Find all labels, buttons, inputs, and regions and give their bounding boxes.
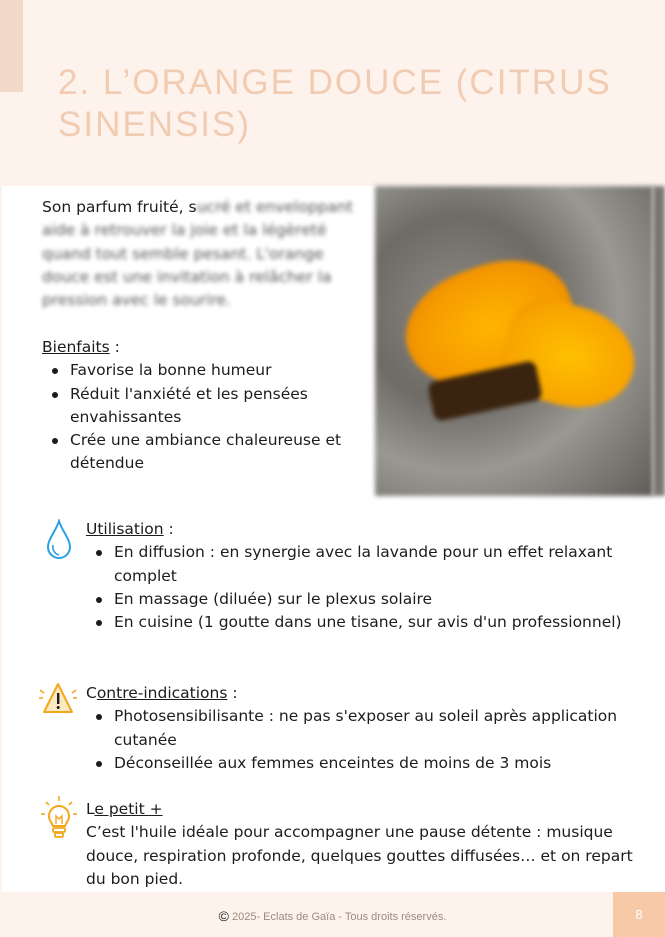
page-number: 8 — [613, 892, 665, 937]
photo-edge — [653, 186, 665, 496]
tip-heading-first: L — [86, 800, 95, 818]
usage-heading-label: Utilisation — [86, 520, 164, 538]
list-item: Déconseillée aux femmes enceintes de moins de 3 mois — [86, 752, 646, 775]
list-item: En cuisine (1 goutte dans une tisane, sur avis d'un professionnel) — [86, 611, 646, 634]
lightbulb-icon — [40, 794, 78, 844]
tip-heading-label: e petit + — [94, 800, 163, 818]
page-title: 2. L’ORANGE DOUCE (CITRUS SINENSIS) — [58, 63, 612, 144]
list-item: Photosensibilisante : ne pas s'exposer au soleil après application cutanée — [86, 705, 646, 752]
copyright-label: 2025- Eclats de Gaïa - Tous droits réservés. — [228, 911, 447, 923]
orange-photo — [375, 186, 653, 496]
benefits-list — [42, 359, 362, 475]
water-drop-icon — [46, 519, 72, 563]
list-item: En massage (diluée) sur le plexus solaire — [86, 588, 646, 611]
intro-paragraph — [42, 196, 362, 312]
content-area — [2, 186, 665, 892]
footer — [0, 892, 665, 937]
contraindications-heading-label: ontre-indications — [96, 684, 228, 702]
tip-section — [86, 798, 656, 891]
benefits-heading — [42, 336, 362, 359]
usage-heading — [86, 518, 646, 541]
intro-visible-text: Son parfum fruité, s — [42, 198, 197, 216]
accent-bar — [0, 0, 23, 92]
contraindications-heading — [86, 682, 646, 705]
contraindications-heading-suffix: : — [227, 684, 238, 702]
usage-section — [86, 518, 646, 634]
intro-blurred-text: ucré et enveloppant aide à retrouver la joie et la légèreté quand tout semble pesant. L'orange douce est une invitation à relâcher la pression avec le sourire. — [42, 198, 353, 310]
benefits-heading-label: Bienfaits — [42, 338, 110, 356]
warning-icon — [38, 676, 78, 720]
copyright-icon: © — [218, 908, 229, 924]
contraindications-section — [86, 682, 646, 775]
contraindications-heading-first: C — [86, 684, 97, 702]
list-item: Réduit l'anxiété et les pensées envahissantes — [42, 383, 362, 430]
tip-heading — [86, 798, 656, 821]
contraindications-list — [86, 705, 646, 775]
usage-heading-suffix: : — [163, 520, 174, 538]
benefits-heading-suffix: : — [109, 338, 120, 356]
usage-list — [86, 541, 646, 634]
list-item: Favorise la bonne humeur — [42, 359, 362, 382]
list-item: Crée une ambiance chaleureuse et détendue — [42, 429, 362, 476]
list-item: En diffusion : en synergie avec la lavande pour un effet relaxant complet — [86, 541, 646, 588]
benefits-section — [42, 336, 362, 476]
tip-text: C’est l'huile idéale pour accompagner une pause détente : musique douce, respiration profonde, quelques gouttes diffusées… et on repart du bon pied. — [86, 823, 633, 888]
copyright-text — [0, 908, 665, 924]
